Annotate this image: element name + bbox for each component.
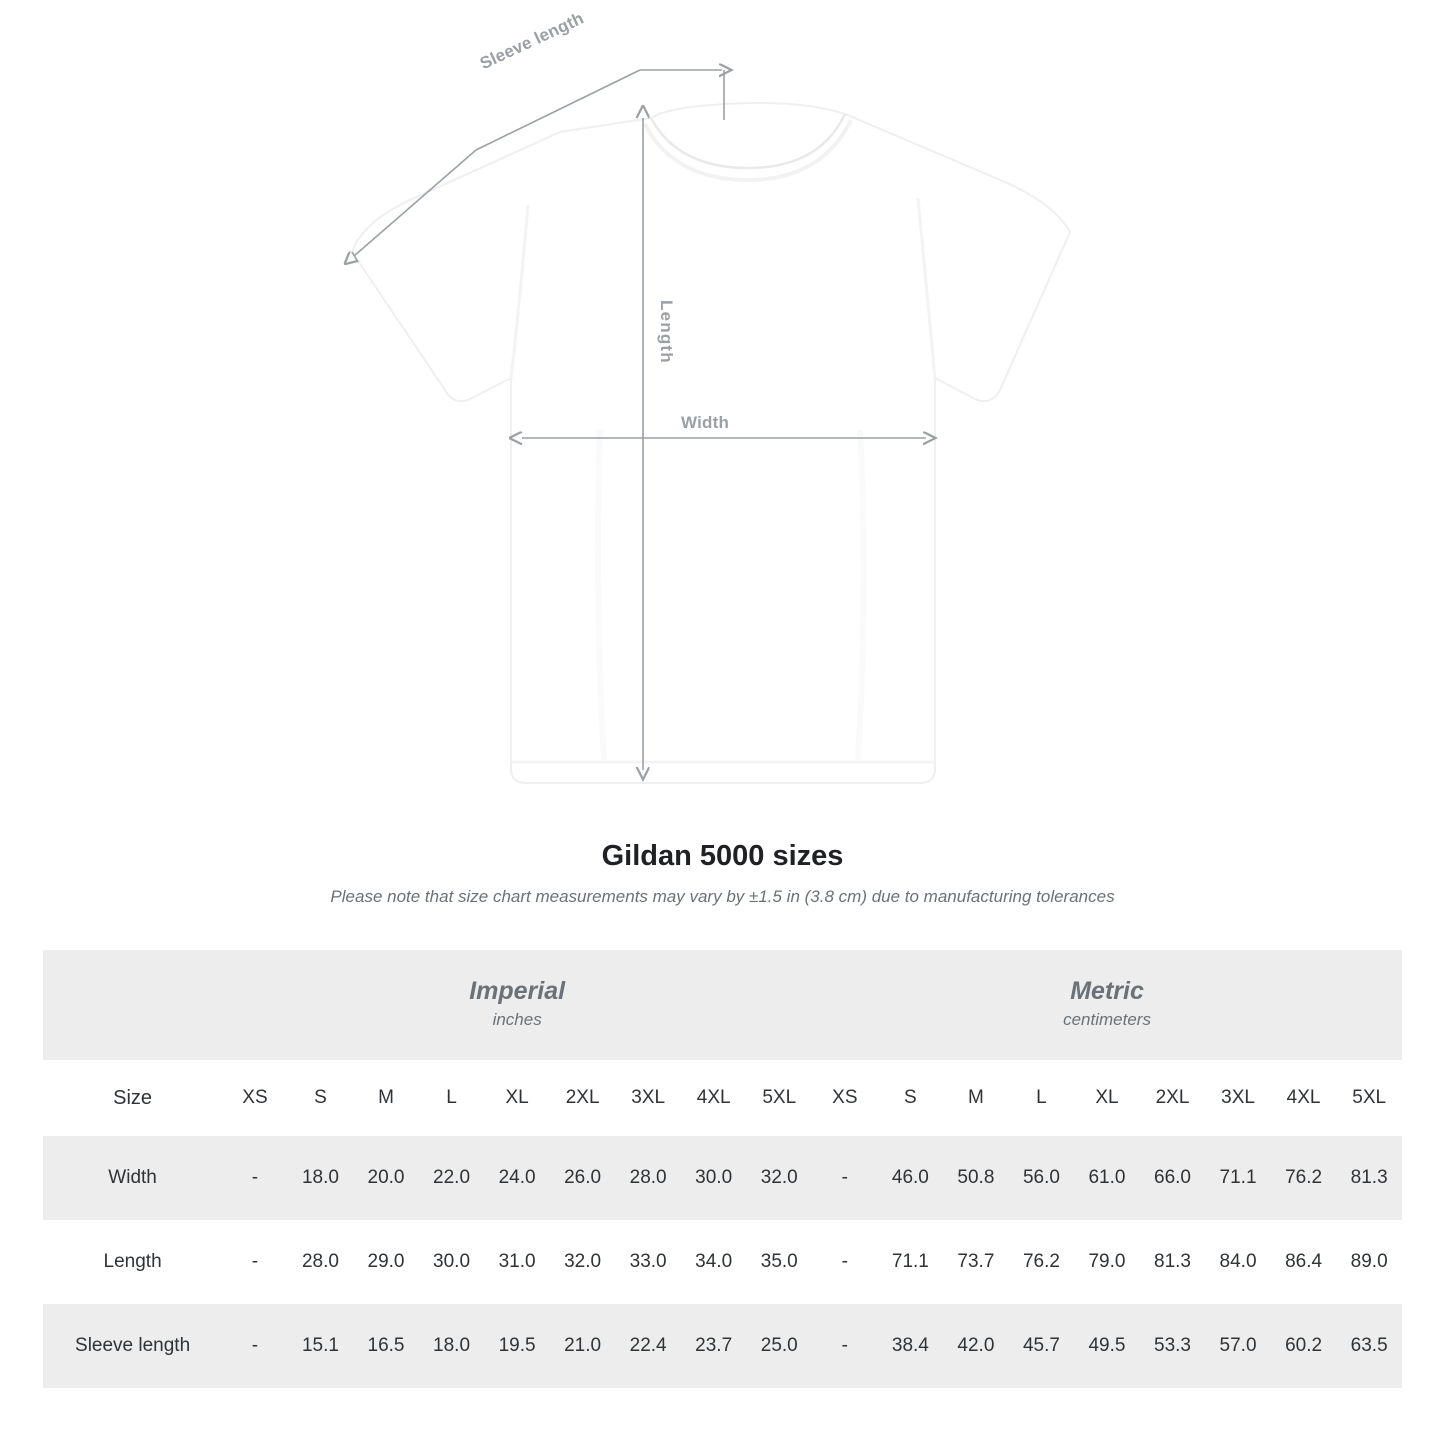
row-label-length: Length [43, 1220, 222, 1304]
cell-length-metric-xl: 79.0 [1074, 1220, 1140, 1304]
cell-width-imperial-4xl: 30.0 [681, 1136, 747, 1220]
width-label: Width [681, 413, 730, 432]
size-header-metric-xl: XL [1074, 1060, 1140, 1136]
cell-sleeve-imperial-4xl: 23.7 [681, 1304, 747, 1388]
size-table-container [43, 950, 1402, 1388]
cell-sleeve-metric-l: 45.7 [1009, 1304, 1075, 1388]
cell-sleeve-metric-5xl: 63.5 [1336, 1304, 1402, 1388]
cell-width-imperial-l: 22.0 [419, 1136, 485, 1220]
size-header-metric-5xl: 5XL [1336, 1060, 1402, 1136]
cell-width-imperial-s: 18.0 [288, 1136, 354, 1220]
size-header-imperial-5xl: 5XL [746, 1060, 812, 1136]
row-label-sleeve-length: Sleeve length [43, 1304, 222, 1388]
sleeve-length-label: Sleeve length [477, 8, 587, 74]
cell-sleeve-imperial-xs: - [222, 1304, 288, 1388]
cell-width-metric-5xl: 81.3 [1336, 1136, 1402, 1220]
cell-length-metric-3xl: 84.0 [1205, 1220, 1271, 1304]
cell-sleeve-imperial-m: 16.5 [353, 1304, 419, 1388]
cell-sleeve-metric-4xl: 60.2 [1271, 1304, 1337, 1388]
cell-length-metric-5xl: 89.0 [1336, 1220, 1402, 1304]
size-header-metric-2xl: 2XL [1140, 1060, 1206, 1136]
cell-width-imperial-m: 20.0 [353, 1136, 419, 1220]
cell-sleeve-imperial-s: 15.1 [288, 1304, 354, 1388]
tolerance-note: Please note that size chart measurements may vary by ±1.5 in (3.8 cm) due to manufacturing tolerances [330, 887, 1115, 906]
cell-width-metric-l: 56.0 [1009, 1136, 1075, 1220]
cell-sleeve-imperial-xl: 19.5 [484, 1304, 550, 1388]
size-header-imperial-3xl: 3XL [615, 1060, 681, 1136]
cell-width-imperial-5xl: 32.0 [746, 1136, 812, 1220]
size-header-metric-xs: XS [812, 1060, 878, 1136]
cell-sleeve-metric-2xl: 53.3 [1140, 1304, 1206, 1388]
cell-sleeve-metric-xs: - [812, 1304, 878, 1388]
size-table [43, 950, 1402, 1388]
cell-width-metric-xl: 61.0 [1074, 1136, 1140, 1220]
size-header-imperial-m: M [353, 1060, 419, 1136]
unit-group-metric [812, 950, 1402, 1060]
cell-sleeve-metric-m: 42.0 [943, 1304, 1009, 1388]
unit-group-imperial [222, 950, 812, 1060]
cell-width-imperial-3xl: 28.0 [615, 1136, 681, 1220]
size-header-row [43, 1060, 1402, 1136]
cell-sleeve-imperial-5xl: 25.0 [746, 1304, 812, 1388]
cell-width-imperial-xs: - [222, 1136, 288, 1220]
cell-length-metric-4xl: 86.4 [1271, 1220, 1337, 1304]
size-header-label: Size [43, 1060, 222, 1136]
cell-length-imperial-xs: - [222, 1220, 288, 1304]
cell-length-imperial-2xl: 32.0 [550, 1220, 616, 1304]
unit-group-imperial-name: Imperial [469, 977, 566, 1006]
unit-group-metric-name: Metric [1070, 977, 1144, 1006]
size-header-imperial-4xl: 4XL [681, 1060, 747, 1136]
cell-length-metric-s: 71.1 [878, 1220, 944, 1304]
cell-width-metric-4xl: 76.2 [1271, 1136, 1337, 1220]
size-header-imperial-s: S [288, 1060, 354, 1136]
tshirt-shape [352, 103, 1070, 783]
table-row [43, 1304, 1402, 1388]
unit-spacer-cell [43, 950, 222, 1060]
cell-length-metric-l: 76.2 [1009, 1220, 1075, 1304]
cell-sleeve-imperial-2xl: 21.0 [550, 1304, 616, 1388]
cell-sleeve-imperial-l: 18.0 [419, 1304, 485, 1388]
size-header-metric-4xl: 4XL [1271, 1060, 1337, 1136]
cell-width-metric-m: 50.8 [943, 1136, 1009, 1220]
page-title: Gildan 5000 sizes [601, 840, 844, 872]
cell-length-imperial-5xl: 35.0 [746, 1220, 812, 1304]
cell-width-metric-s: 46.0 [878, 1136, 944, 1220]
length-label: Length [657, 300, 676, 364]
cell-width-imperial-2xl: 26.0 [550, 1136, 616, 1220]
unit-group-imperial-unit: inches [492, 1009, 542, 1029]
unit-group-row [43, 950, 1402, 1060]
size-header-imperial-xs: XS [222, 1060, 288, 1136]
chart-heading [0, 840, 1445, 907]
cell-length-imperial-xl: 31.0 [484, 1220, 550, 1304]
cell-length-imperial-s: 28.0 [288, 1220, 354, 1304]
cell-sleeve-metric-xl: 49.5 [1074, 1304, 1140, 1388]
cell-sleeve-metric-3xl: 57.0 [1205, 1304, 1271, 1388]
size-header-imperial-2xl: 2XL [550, 1060, 616, 1136]
cell-sleeve-metric-s: 38.4 [878, 1304, 944, 1388]
size-header-metric-m: M [943, 1060, 1009, 1136]
size-header-metric-l: L [1009, 1060, 1075, 1136]
cell-width-imperial-xl: 24.0 [484, 1136, 550, 1220]
size-header-metric-s: S [878, 1060, 944, 1136]
size-header-imperial-l: L [419, 1060, 485, 1136]
cell-length-imperial-4xl: 34.0 [681, 1220, 747, 1304]
cell-sleeve-imperial-3xl: 22.4 [615, 1304, 681, 1388]
cell-width-metric-3xl: 71.1 [1205, 1136, 1271, 1220]
cell-length-imperial-l: 30.0 [419, 1220, 485, 1304]
row-label-width: Width [43, 1136, 222, 1220]
cell-length-imperial-m: 29.0 [353, 1220, 419, 1304]
cell-width-metric-2xl: 66.0 [1140, 1136, 1206, 1220]
cell-length-metric-xs: - [812, 1220, 878, 1304]
table-row [43, 1220, 1402, 1304]
size-header-imperial-xl: XL [484, 1060, 550, 1136]
cell-length-imperial-3xl: 33.0 [615, 1220, 681, 1304]
cell-length-metric-2xl: 81.3 [1140, 1220, 1206, 1304]
cell-length-metric-m: 73.7 [943, 1220, 1009, 1304]
size-header-metric-3xl: 3XL [1205, 1060, 1271, 1136]
unit-group-metric-unit: centimeters [1063, 1009, 1151, 1029]
cell-width-metric-xs: - [812, 1136, 878, 1220]
table-row [43, 1136, 1402, 1220]
